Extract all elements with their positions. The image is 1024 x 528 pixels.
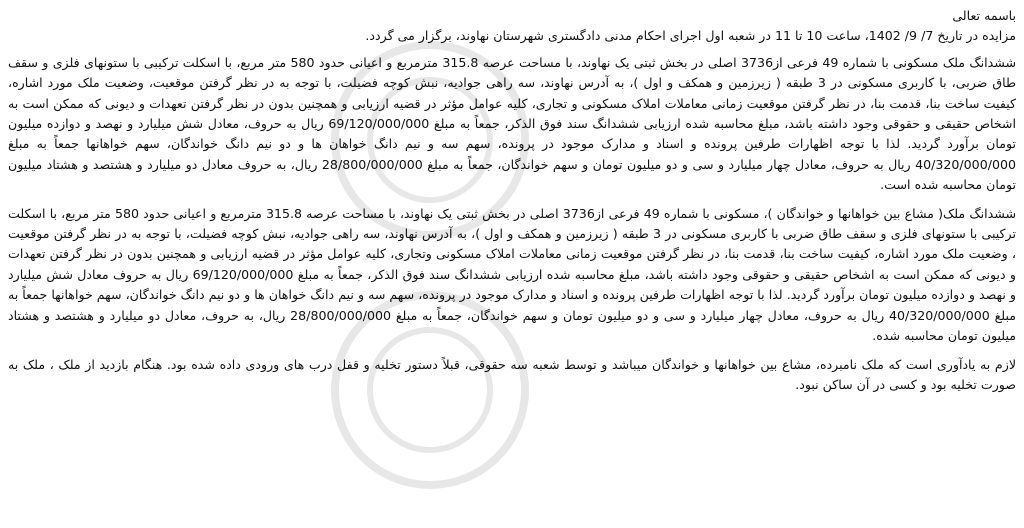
reminder-paragraph: لازم به یادآوری است که ملک نامبرده، مشاع بین خواهانها و خواندگان میباشد و توسط شعبه سه حقوقی، قبلاً دستور تخلیه و قفل درب های ورودی داده شده بود. هنگام بازدید از ملک ، ملک به صورت تخلیه بود و کسی در آن ساکن نبود.: [8, 356, 1016, 392]
property-description-paragraph: ششدانگ ملک مسکونی با شماره 49 فرعی از3736 اصلی در بخش ثبتی یک نهاوند، با مساحت عرصه 315.8 مترمربع و اعیانی حدود 580 متر مربع، با اسکلت ترکیبی با ستونهای فلزی و سقف طاق ضربی، با کاربری مسکونی در 3 طبقه ( زیرزمین و همکف و اول )، به آدرس نهاوند، سه راهی جوادیه، نبش کوچه فضیلت، با توجه به در نظر گرفتن موقعیت، وضعیت ملک مورد اشاره، کیفیت ساخت بنا، قدمت بنا، در نظر گرفتن موقعیت زمانی معاملات املاک مسکونی و تجاری، کلیه عوامل مؤثر در قضیه ارزیابی و همچنین بدون در نظر گرفتن تعهدات و دیونی که ممکن است به اشخاص حقیقی و حقوقی وجود داشته باشد، مبلغ محاسبه شده ارزیابی ششدانگ سند فوق الذکر، جمعاً به مبلغ 69/120/000/000 ریال به حروف، معادل شش میلیارد و نهصد و دوازده میلیون تومان برآورد گردید. لذا با توجه اظهارات طرفین پرونده و اسناد و مدارک موجود در پرونده، سهم سه و نیم دانگ خواهان ها و دو نیم دانگ خواندگان، سهم خواهانها جمعاً به مبلغ 40/320/000/000 ریال به حروف، معادل چهار میلیارد و سی و دو میلیون تومان و سهم خواندگان، جمعاً به مبلغ 28/800/000/000 ریال، به حروف معادل دو میلیارد و هشتصد و هشتاد میلیون تومان محاسبه شده است.: [8, 54, 1017, 193]
auction-date-notice: مزایده در تاریخ 7/ 9/ 1402، ساعت 10 تا 11 در شعبه اول اجرای احکام مدنی دادگستری شهرستان نهاوند، برگزار می گردد.: [365, 28, 1016, 44]
document-heading: باسمه تعالی: [952, 8, 1016, 23]
shared-property-paragraph: ششدانگ ملک( مشاع بین خواهانها و خواندگان )، مسکونی با شماره 49 فرعی از3736 اصلی در بخش ثبتی یک نهاوند، با مساحت عرصه 315.8 مترمربع و اعیانی حدود 580 متر مربع، با اسکلت ترکیبی با ستونهای فلزی و سقف طاق ضربی با کاربری مسکونی در 3 طبقه ( زیرزمین و همکف و اول )، به آدرس نهاوند، سه راهی جوادیه، نبش کوچه فضیلت، با توجه به در نظر گرفتن موقعیت ، وضعیت ملک مورد اشاره، کیفیت ساخت بنا، قدمت بنا، در نظر گرفتن موقعیت زمانی معاملات املاک مسکونی وتجاری، کلیه عوامل مؤثر در قضیه ارزیابی و همچنین بدون در نظر گرفتن تعهدات و دیونی که ممکن است به اشخاص حقیقی و حقوقی وجود داشته باشد، مبلغ محاسبه شده ارزیابی ششدانگ سند فوق الذکر، جمعاً به مبلغ 69/120/000/000 ریال به حروف معادل شش میلیارد و نهصد و دوازده میلیون تومان برآورد گردید. لذا با توجه اظهارات طرفین پرونده و اسناد و مدارک موجود در پرونده، سهم سه و نیم دانگ خواهان ها و دو نیم دانگ خواندگان، سهم خواهانها جمعاً به مبلغ 40/320/000/000 ریال به حروف، معادل چهار میلیارد و سی و دو میلیون تومان و سهم خواندگان، جمعاً به مبلغ 28/800/000/000 ریال، به حروف، معادل دو میلیارد و هشتصد و هشتاد میلیون تومان محاسبه شده.: [8, 205, 1017, 344]
